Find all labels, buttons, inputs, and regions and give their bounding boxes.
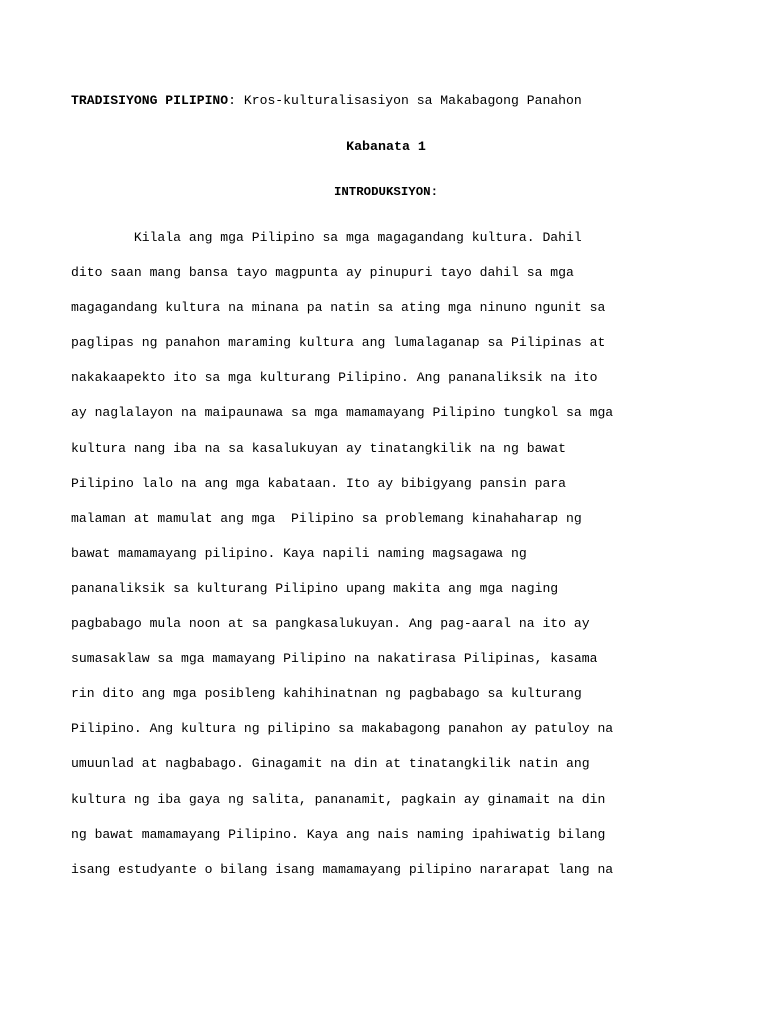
document-title-bold: TRADISIYONG PILIPINO — [71, 93, 229, 108]
body-line: kultura nang iba na sa kasalukuyan ay tinatangkilik na ng bawat — [71, 440, 567, 456]
section-heading: INTRODUKSIYON: — [333, 185, 439, 199]
body-line: dito saan mang bansa tayo magpunta ay pinupuri tayo dahil sa mga — [71, 265, 574, 281]
body-line: Pilipino lalo na ang mga kabataan. Ito ay bibigyang pansin para — [71, 475, 567, 491]
body-line: magagandang kultura na minana pa natin sa ating mga ninuno ngunit sa — [71, 300, 606, 316]
body-line: ng bawat mamamayang Pilipino. Kaya ang nais naming ipahiwatig bilang — [71, 826, 606, 842]
body-line: pagbabago mula noon at sa pangkasalukuyan. Ang pag-aaral na ito ay — [71, 616, 590, 632]
body-line: Pilipino. Ang kultura ng pilipino sa makabagong panahon ay patuloy na — [71, 721, 614, 737]
chapter-heading: Kabanata 1 — [346, 139, 426, 154]
body-line: rin dito ang mga posibleng kahihinatnan ng pagbabago sa kulturang — [71, 686, 582, 702]
document-title-subtitle: : Kros-kulturalisasiyon sa Makabagong Panahon — [228, 93, 582, 108]
body-line: malaman at mamulat ang mga Pilipino sa problemang kinahaharap ng — [71, 510, 582, 526]
body-line: bawat mamamayang pilipino. Kaya napili naming magsagawa ng — [71, 545, 527, 561]
body-line: kultura ng iba gaya ng salita, pananamit, pagkain ay ginamait na din — [71, 791, 606, 807]
body-line: paglipas ng panahon maraming kultura ang lumalaganap sa Pilipinas at — [71, 335, 606, 351]
body-line: pananaliksik sa kulturang Pilipino upang makita ang mga naging — [71, 580, 559, 596]
body-line: isang estudyante o bilang isang mamamayang pilipino nararapat lang na — [71, 861, 614, 877]
body-line: umuunlad at nagbabago. Ginagamit na din at tinatangkilik natin ang — [71, 756, 590, 772]
document-title — [71, 91, 582, 111]
body-line: Kilala ang mga Pilipino sa mga magagandang kultura. Dahil — [71, 230, 582, 245]
body-line: nakakaapekto ito sa mga kulturang Pilipino. Ang pananaliksik na ito — [71, 370, 598, 386]
body-line: sumasaklaw sa mga mamayang Pilipino na nakatirasa Pilipinas, kasama — [71, 651, 598, 667]
body-paragraph — [71, 228, 711, 895]
body-line: ay naglalayon na maipaunawa sa mga mamamayang Pilipino tungkol sa mga — [71, 405, 614, 421]
